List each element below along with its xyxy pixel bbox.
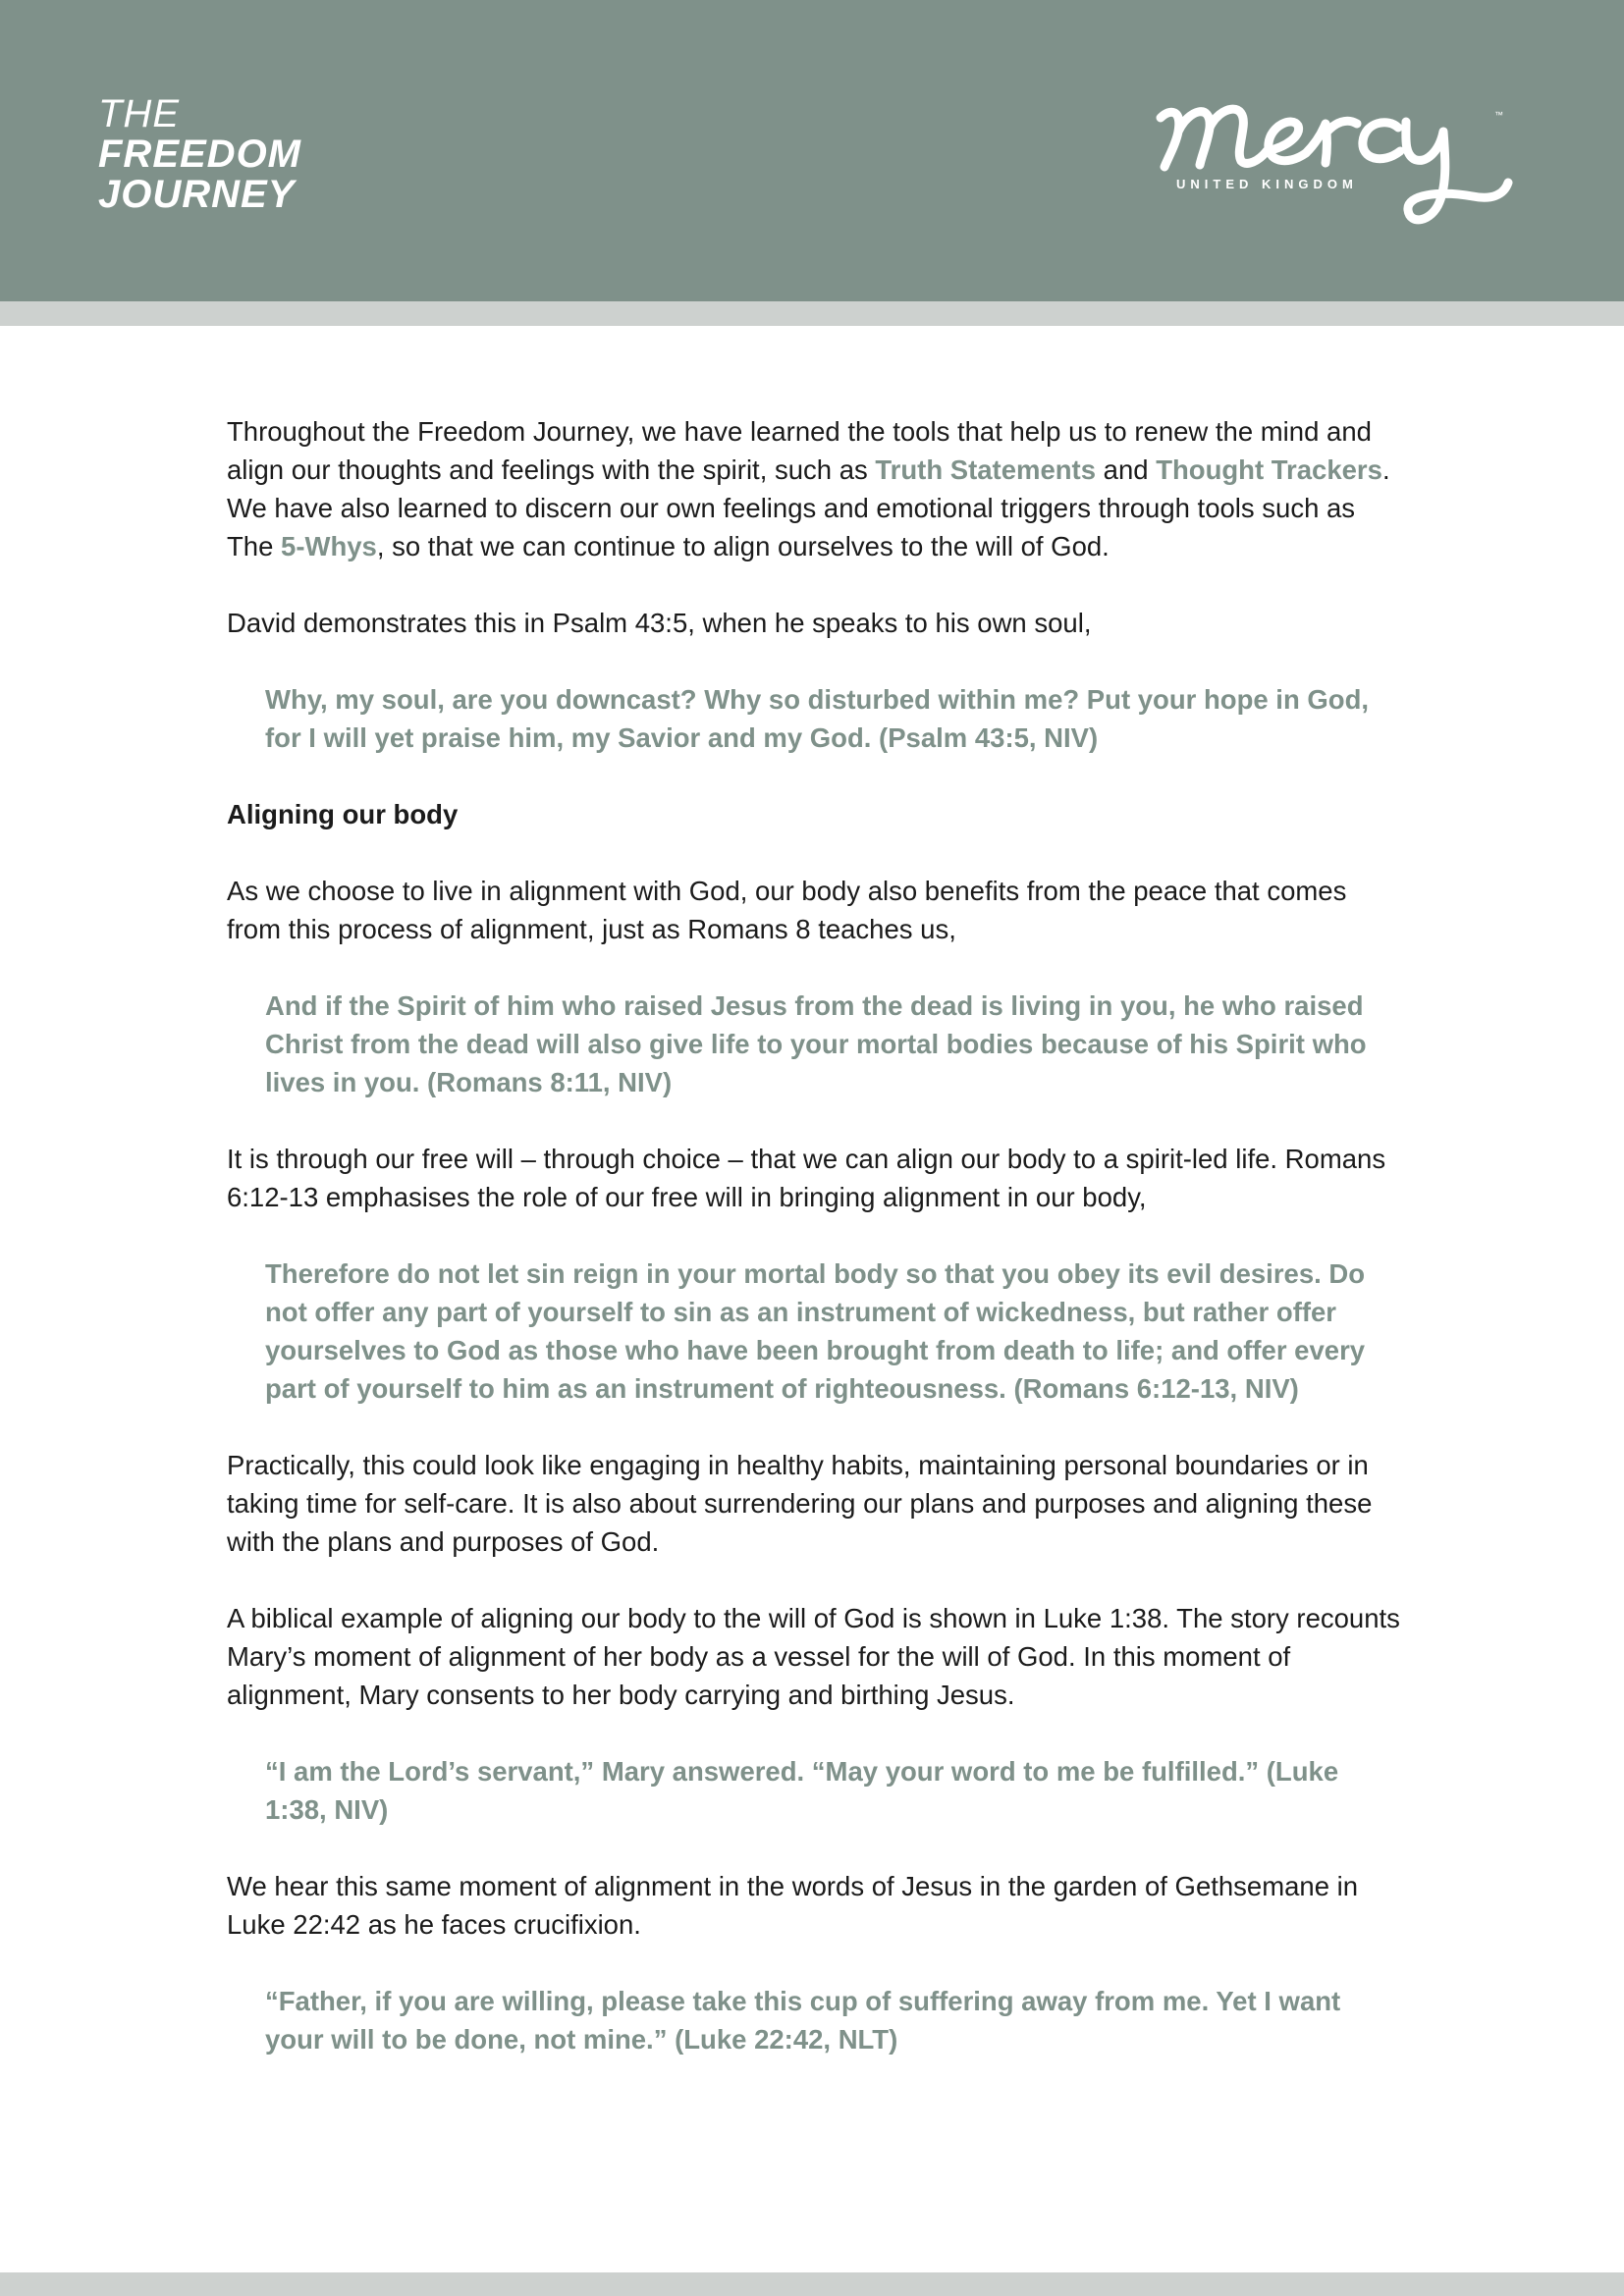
intro-paragraph	[227, 412, 1405, 565]
logo-line-the: THE	[98, 92, 180, 135]
intro-text-2: and	[1096, 454, 1157, 485]
mercy-logo	[1149, 88, 1537, 236]
scripture-quote-romans8: And if the Spirit of him who raised Jesus from the dead is living in you, he who raised Christ from the dead will also give life to your mortal bodies because of his Spirit who lives in you. (Romans 8:11, NIV)	[265, 990, 1367, 1097]
logo-line-journey: JOURNEY	[98, 173, 296, 216]
romans8-intro-paragraph: As we choose to live in alignment with God, our body also benefits from the peace that comes from this process of alignment, just as Romans 8 teaches us,	[227, 876, 1347, 944]
free-will-paragraph: It is through our free will – through choice – that we can align our body to a spirit-led life. Romans 6:12-13 emphasises the role of our free will in bringing alignment in our body,	[227, 1144, 1386, 1212]
footer-strip	[0, 2272, 1624, 2296]
intro-text-1: Throughout the Freedom Journey, we have learned the tools that help us to renew the mind and align our thoughts and feelings with the spirit, such as	[227, 416, 1372, 485]
mary-example-paragraph: A biblical example of aligning our body to the will of God is shown in Luke 1:38. The story recounts Mary’s moment of alignment of her body as a vessel for the will of God. In this moment of alignment, Mary consents to her body carrying and birthing Jesus.	[227, 1603, 1400, 1710]
document-body	[227, 412, 1405, 2097]
intro-text-4: , so that we can continue to align ourselves to the will of God.	[376, 531, 1110, 561]
scripture-quote-luke1: “I am the Lord’s servant,” Mary answered. “May your word to me be fulfilled.” (Luke 1:38, NIV)	[265, 1756, 1339, 1825]
logo-line-freedom: FREEDOM	[98, 133, 301, 176]
psalm-intro-paragraph: David demonstrates this in Psalm 43:5, when he speaks to his own soul,	[227, 608, 1092, 638]
truth-statements-link: Truth Statements	[875, 454, 1097, 485]
gethsemane-paragraph: We hear this same moment of alignment in the words of Jesus in the garden of Gethsemane in Luke 22:42 as he faces crucifixion.	[227, 1871, 1359, 1940]
practical-paragraph: Practically, this could look like engaging in healthy habits, maintaining personal boundaries or in taking time for self-care. It is also about surrendering our plans and purposes and aligning these with the plans and purposes of God.	[227, 1450, 1373, 1557]
intro-text-3: . We have also learned to discern our own feelings and emotional triggers through tools such as The	[227, 454, 1390, 561]
thought-trackers-link: Thought Trackers	[1156, 454, 1382, 485]
five-whys-link: 5-Whys	[281, 531, 377, 561]
trademark-symbol: ™	[1494, 110, 1503, 120]
brand-subtitle: UNITED KINGDOM	[1176, 177, 1358, 191]
freedom-journey-logo	[98, 94, 301, 215]
scripture-quote-psalm: Why, my soul, are you downcast? Why so disturbed within me? Put your hope in God, for I will yet praise him, my Savior and my God. (Psalm 43:5, NIV)	[265, 684, 1370, 753]
page-header	[0, 0, 1624, 301]
section-heading: Aligning our body	[227, 799, 459, 829]
scripture-quote-luke22: “Father, if you are willing, please take this cup of suffering away from me. Yet I want your will to be done, not mine.” (Luke 22:42, NLT)	[265, 1986, 1341, 2055]
scripture-quote-romans6: Therefore do not let sin reign in your mortal body so that you obey its evil desires. Do not offer any part of yourself to sin as an instrument of wickedness, but rather offer yourselves to God as those who have been brought from death to life; and offer every part of yourself to him as an instrument of righteousness. (Romans 6:12-13, NIV)	[265, 1258, 1366, 1404]
header-divider-strip	[0, 301, 1624, 326]
